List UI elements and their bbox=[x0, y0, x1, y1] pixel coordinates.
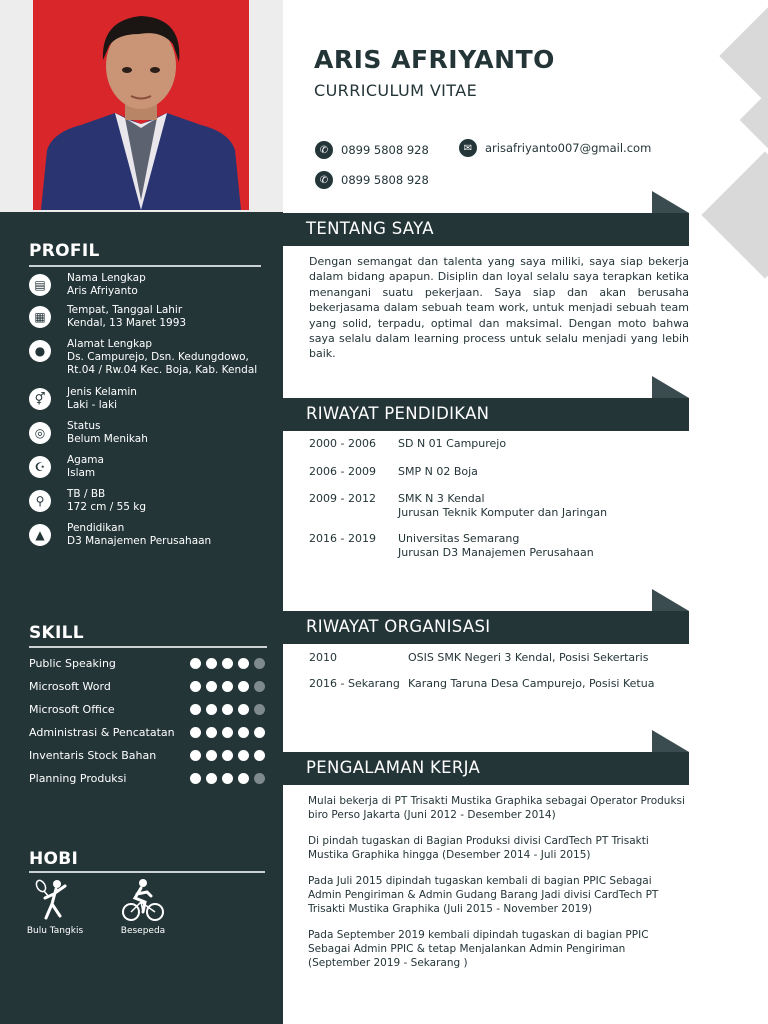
skill-rating bbox=[190, 704, 265, 715]
skill-dot bbox=[238, 658, 249, 669]
profile-value: D3 Manajemen Perusahaan bbox=[67, 535, 212, 547]
rings-icon: ◎ bbox=[29, 422, 51, 444]
skill-dot bbox=[222, 704, 233, 715]
skill-dot bbox=[238, 750, 249, 761]
hobby-heading: HOBI bbox=[29, 849, 79, 869]
profile-value: Kendal, 13 Maret 1993 bbox=[67, 317, 187, 329]
skill-dot bbox=[254, 681, 265, 692]
phone-icon: ✆ bbox=[315, 141, 333, 159]
profile-label: Agama bbox=[67, 454, 104, 466]
section-flag bbox=[652, 589, 689, 611]
page-subtitle: CURRICULUM VITAE bbox=[314, 81, 478, 100]
profile-label: Tempat, Tanggal Lahir bbox=[67, 304, 183, 316]
section-title: TENTANG SAYA bbox=[306, 219, 434, 238]
education-year: 2006 - 2009 bbox=[309, 465, 376, 478]
profile-label: Alamat Lengkap bbox=[67, 338, 153, 350]
profile-item-name bbox=[29, 272, 279, 304]
work-item: Pada September 2019 kembali dipindah tugaskan di bagian PPIC Sebagai Admin PPIC & tetap Menjalankan Admin Pengiriman (September 2019 - Sekarang ) bbox=[308, 929, 649, 969]
skill-dot bbox=[254, 658, 265, 669]
bicycle-icon bbox=[121, 878, 165, 922]
skill-dot bbox=[238, 704, 249, 715]
skill-row bbox=[29, 721, 265, 744]
profile-list bbox=[29, 272, 279, 556]
work-item: Pada Juli 2015 dipindah tugaskan kembali di bagian PPIC Sebagai Admin Pengiriman & Admin Gudang Barang Jadi divisi CardTech PT Trisakti Mustika Graphika (Juli 2015 - November 2019) bbox=[308, 875, 659, 915]
skill-row bbox=[29, 767, 265, 790]
skill-dot bbox=[222, 658, 233, 669]
skill-rating bbox=[190, 658, 265, 669]
decor-diamond bbox=[719, 2, 768, 109]
work-item: Mulai bekerja di PT Trisakti Mustika Graphika sebagai Operator Produksi biro Perso Jakarta (Juni 2012 - Desember 2014) bbox=[308, 795, 685, 821]
religion-icon: ☪ bbox=[29, 456, 51, 478]
organization-row bbox=[309, 651, 689, 665]
profile-value: 172 cm / 55 kg bbox=[67, 501, 147, 513]
skill-name: Administrasi & Pencatatan bbox=[29, 726, 175, 739]
skill-list bbox=[29, 652, 265, 790]
skill-dot bbox=[206, 773, 217, 784]
decor-diamond bbox=[740, 85, 768, 156]
skill-dot bbox=[254, 727, 265, 738]
whatsapp-icon: ✆ bbox=[315, 171, 333, 189]
education-school: SMP N 02 Boja bbox=[398, 465, 478, 478]
skill-dot bbox=[222, 727, 233, 738]
profile-value: Aris Afriyanto bbox=[67, 285, 138, 297]
education-major: Jurusan D3 Manajemen Perusahaan bbox=[398, 546, 594, 559]
contact-phone bbox=[315, 141, 429, 159]
hobby-badminton bbox=[20, 878, 90, 936]
profile-photo bbox=[33, 0, 249, 210]
skill-divider bbox=[29, 646, 267, 648]
skill-dot bbox=[190, 658, 201, 669]
skill-dot bbox=[206, 704, 217, 715]
body-measure-icon: ⚲ bbox=[29, 490, 51, 512]
profile-item-religion bbox=[29, 454, 279, 488]
education-major: Jurusan Teknik Komputer dan Jaringan bbox=[398, 506, 608, 519]
skill-name: Public Speaking bbox=[29, 657, 116, 670]
about-header bbox=[283, 213, 689, 246]
skill-dot bbox=[190, 727, 201, 738]
skill-name: Inventaris Stock Bahan bbox=[29, 749, 157, 762]
skill-dot bbox=[238, 773, 249, 784]
profile-divider bbox=[29, 265, 261, 267]
hobby-label: Bulu Tangkis bbox=[26, 926, 84, 936]
education-row bbox=[309, 465, 689, 492]
organization-text: Karang Taruna Desa Campurejo, Posisi Ketua bbox=[408, 677, 655, 690]
skill-row bbox=[29, 698, 265, 721]
graduation-cap-icon: ▲ bbox=[29, 524, 51, 546]
section-title: PENGALAMAN KERJA bbox=[306, 758, 481, 777]
skill-rating bbox=[190, 727, 265, 738]
section-flag bbox=[652, 730, 689, 752]
calendar-icon: ▦ bbox=[29, 306, 51, 328]
skill-rating bbox=[190, 750, 265, 761]
profile-item-birth bbox=[29, 304, 279, 338]
education-row bbox=[309, 492, 689, 532]
skill-dot bbox=[206, 750, 217, 761]
education-list bbox=[309, 437, 689, 560]
badminton-icon bbox=[35, 878, 75, 922]
profile-item-gender bbox=[29, 386, 279, 420]
profile-item-body bbox=[29, 488, 279, 522]
organization-text: OSIS SMK Negeri 3 Kendal, Posisi Sekertaris bbox=[408, 651, 649, 664]
section-flag bbox=[652, 376, 689, 398]
profile-value: Ds. Campurejo, Dsn. Kedungdowo, Rt.04 / Rw.04 Kec. Boja, Kab. Kendal bbox=[67, 351, 258, 376]
organization-year: 2016 - Sekarang bbox=[309, 677, 400, 690]
profile-label: Status bbox=[67, 420, 101, 432]
profile-value: Islam bbox=[67, 467, 96, 479]
skill-rating bbox=[190, 773, 265, 784]
skill-name: Planning Produksi bbox=[29, 772, 127, 785]
profile-value: Belum Menikah bbox=[67, 433, 148, 445]
education-school: SMK N 3 Kendal bbox=[398, 492, 485, 505]
decor-diamond bbox=[701, 151, 768, 278]
skill-dot bbox=[238, 681, 249, 692]
education-header bbox=[283, 398, 689, 431]
skill-dot bbox=[190, 681, 201, 692]
skill-dot bbox=[206, 681, 217, 692]
profile-label: Jenis Kelamin bbox=[67, 386, 137, 398]
work-list bbox=[308, 794, 686, 982]
work-item: Di pindah tugaskan di Bagian Produksi divisi CardTech PT Trisakti Mustika Graphika hingga (Desember 2014 - Juli 2015) bbox=[308, 835, 649, 861]
profile-item-address bbox=[29, 338, 279, 386]
skill-name: Microsoft Office bbox=[29, 703, 115, 716]
section-title: RIWAYAT ORGANISASI bbox=[306, 617, 491, 636]
skill-dot bbox=[222, 750, 233, 761]
about-text: Dengan semangat dan talenta yang saya miliki, saya siap bekerja dalam bidang apapun. Disiplin dan loyal selalu saya terapkan ketika menangani suatu pekerjaan. Saya siap dan akan berusaha bekerjasama dalam sebuah team work, untuk menjadi sebuah team yang solid, terpadu, optimal dan maksimal. Dengan moto bahwa saya selalu dalam learning process untuk selalu menjadi yang lebih baik. bbox=[309, 255, 689, 361]
education-school: SD N 01 Campurejo bbox=[398, 437, 507, 450]
organization-year: 2010 bbox=[309, 651, 337, 664]
hobby-label: Besepeda bbox=[120, 926, 166, 936]
section-flag bbox=[652, 191, 689, 213]
education-school: Universitas Semarang bbox=[398, 532, 520, 545]
email-address: arisafriyanto007@gmail.com bbox=[485, 141, 652, 155]
hobby-cycling bbox=[108, 878, 178, 936]
gender-icon: ⚥ bbox=[29, 388, 51, 410]
profile-label: Nama Lengkap bbox=[67, 272, 146, 284]
skill-row bbox=[29, 744, 265, 767]
education-row bbox=[309, 437, 689, 465]
skill-dot bbox=[190, 750, 201, 761]
profile-label: TB / BB bbox=[67, 488, 106, 500]
skill-dot bbox=[206, 727, 217, 738]
skill-heading: SKILL bbox=[29, 623, 84, 643]
skill-dot bbox=[254, 704, 265, 715]
organization-row bbox=[309, 677, 689, 691]
skill-rating bbox=[190, 681, 265, 692]
work-header bbox=[283, 752, 689, 785]
skill-dot bbox=[190, 773, 201, 784]
skill-dot bbox=[190, 704, 201, 715]
education-row bbox=[309, 532, 689, 560]
location-pin-icon: ● bbox=[29, 340, 51, 362]
contact-email bbox=[459, 139, 651, 157]
organization-list bbox=[309, 651, 689, 703]
profile-item-status bbox=[29, 420, 279, 454]
skill-row bbox=[29, 675, 265, 698]
profile-value: Laki - laki bbox=[67, 399, 118, 411]
skill-row bbox=[29, 652, 265, 675]
education-year: 2000 - 2006 bbox=[309, 437, 376, 450]
profile-label: Pendidikan bbox=[67, 522, 125, 534]
skill-dot bbox=[222, 773, 233, 784]
education-year: 2009 - 2012 bbox=[309, 492, 376, 505]
section-title: RIWAYAT PENDIDIKAN bbox=[306, 404, 490, 423]
skill-name: Microsoft Word bbox=[29, 680, 111, 693]
hobby-divider bbox=[29, 871, 265, 873]
skill-dot bbox=[206, 658, 217, 669]
skill-dot bbox=[222, 681, 233, 692]
mail-icon: ✉ bbox=[459, 139, 477, 157]
profile-item-education bbox=[29, 522, 279, 556]
skill-dot bbox=[254, 750, 265, 761]
profile-heading: PROFIL bbox=[29, 241, 100, 261]
id-card-icon: ▤ bbox=[29, 274, 51, 296]
whatsapp-number: 0899 5808 928 bbox=[341, 173, 429, 187]
organization-header bbox=[283, 611, 689, 644]
page-title: ARIS AFRIYANTO bbox=[314, 45, 555, 74]
contact-whatsapp bbox=[315, 171, 429, 189]
skill-dot bbox=[238, 727, 249, 738]
phone-number: 0899 5808 928 bbox=[341, 143, 429, 157]
education-year: 2016 - 2019 bbox=[309, 532, 376, 545]
skill-dot bbox=[254, 773, 265, 784]
